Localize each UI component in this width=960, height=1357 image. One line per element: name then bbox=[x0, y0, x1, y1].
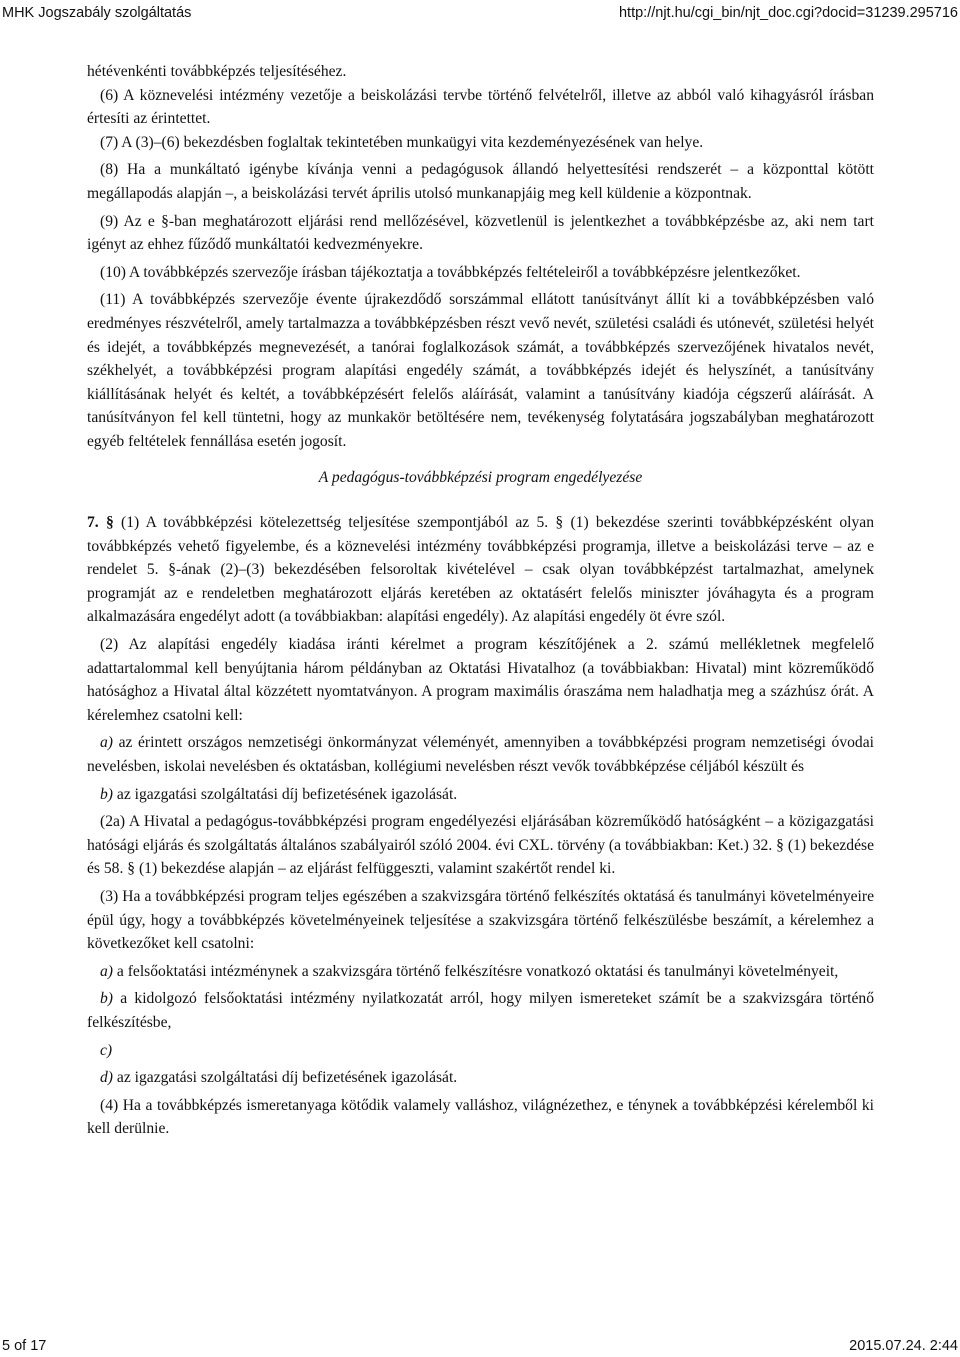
paragraph-8: (8) Ha a munkáltató igénybe kívánja venni a pedagógusok állandó helyettesítési rendszerét – a központtal kötött megállapodás alapján –, a beiskolázási tervét április utolsó munkanapjáig meg kell küldenie a központnak. bbox=[87, 161, 874, 202]
page-counter: 5 of 17 bbox=[2, 1338, 47, 1354]
list-item-text: az igazgatási szolgáltatási díj befizetésének igazolását. bbox=[113, 1069, 458, 1087]
list-item-text: az igazgatási szolgáltatási díj befizetésének igazolását. bbox=[113, 785, 458, 803]
print-datetime: 2015.07.24. 2:44 bbox=[849, 1338, 958, 1354]
list-item-text: a kidolgozó felsőoktatási intézmény nyilatkozatát arról, hogy milyen ismereteket számít be a szakvizsgára történő felkészítésbe, bbox=[87, 990, 874, 1031]
section-7-paragraph-2: (2) Az alapítási engedély kiadása iránti kérelmet a program készítőjének a 2. számú mellékletnek megfelelő adattartalommal kell benyújtania három példányban az Oktatási Hivatalhoz (a továbbiakban: Hivatal) mint közreműködő hatósághoz a Hivatal által közzétett nyomtatványon. A program maximális óraszáma nem haladhatja meg a százhúsz órát. A kérelemhez csatolni kell: bbox=[87, 636, 874, 724]
section-number: 7. § bbox=[87, 514, 114, 532]
section-7-1-text: (1) A továbbképzési kötelezettség teljesítése szempontjából az 5. § (1) bekezdése szerinti továbbképzésként olyan továbbképzés vehető figyelembe, és a köznevelési intézmény továbbképzési programja, illetve a beiskolázási terve – az e rendelet 5. §-ának (2)–(3) bekezdésében felsoroltak kivételével – csak olyan továbbképzést tartalmazhat, amelynek programját az e rendeletben meghatározott eljárás keretében az oktatásért felelős miniszter jóváhagyta és a program alkalmazására engedélyt adott (a továbbiakban: alapítási engedély). Az alapítási engedély öt évre szól. bbox=[87, 514, 875, 626]
list-item-2b bbox=[87, 783, 874, 807]
list-item-3a bbox=[87, 960, 874, 984]
list-item-3b bbox=[87, 987, 874, 1034]
list-letter: a) bbox=[100, 962, 113, 980]
site-title: MHK Jogszabály szolgáltatás bbox=[2, 5, 192, 21]
list-item-3d bbox=[87, 1066, 874, 1090]
list-letter: b) bbox=[100, 990, 113, 1008]
paragraph-10: (10) A továbbképzés szervezője írásban tájékoztatja a továbbképzés feltételeiről a továbbképzésre jelentkezőket. bbox=[100, 263, 801, 281]
section-7-paragraph-2a: (2a) A Hivatal a pedagógus-továbbképzési program engedélyezési eljárásában közreműködő hatóságként – a közigazgatási hatósági eljárás és szolgáltatás általános szabályairól szóló 2004. évi CXL. törvény (a továbbiakban: Ket.) 32. § (1) bekezdése és 58. § (1) bekezdése alapján – az eljárást felfüggeszti, valamint szakértőt rendel ki. bbox=[87, 813, 874, 878]
page-header bbox=[0, 0, 960, 26]
section-7-paragraph-1 bbox=[87, 511, 874, 629]
list-letter: a) bbox=[100, 734, 113, 752]
section-7-paragraph-4: (4) Ha a továbbképzés ismeretanyaga kötődik valamely valláshoz, világnézethez, e ténynek a továbbképzési kérelemből ki kell derülnie. bbox=[87, 1096, 874, 1138]
list-item-3c bbox=[87, 1039, 874, 1063]
paragraph-6: (6) A köznevelési intézmény vezetője a beiskolázási tervbe történő felvételről, illetve az abból való kihagyásról írásban értesíti az érintettet. bbox=[87, 86, 874, 128]
list-item-2a bbox=[87, 731, 874, 778]
section-heading: A pedagógus-továbbképzési program engedélyezése bbox=[318, 468, 643, 486]
list-letter: d) bbox=[100, 1069, 113, 1087]
list-item-text: a felsőoktatási intézménynek a szakvizsgára történő felkészítésre vonatkozó oktatási és tanulmányi követelményeit, bbox=[113, 962, 839, 980]
paragraph-continuation: hétévenkénti továbbképzés teljesítéséhez. bbox=[87, 63, 347, 80]
page-footer bbox=[0, 1336, 960, 1356]
document-body bbox=[87, 60, 874, 1141]
section-7-paragraph-3: (3) Ha a továbbképzési program teljes egészében a szakvizsgára történő felkészítés oktatásá és tanulmányi követelményeire épül úgy, hogy a továbbképzés követelményeinek teljesítése a szakvizsgára történő felkészülésbe beszámít, a kérelemhez a következőket kell csatolni: bbox=[87, 888, 874, 953]
list-item-text: az érintett országos nemzetiségi önkormányzat véleményét, amennyiben a továbbképzési program nemzetiségi óvodai nevelésben, iskolai nevelésben és oktatásban, kollégiumi nevelésben részt vevők továbbképzése céljából készült és bbox=[87, 734, 874, 776]
page-url: http://njt.hu/cgi_bin/njt_doc.cgi?docid=31239.295716 bbox=[618, 5, 958, 21]
list-letter: b) bbox=[100, 785, 113, 803]
list-letter: c) bbox=[100, 1041, 113, 1059]
paragraph-9: (9) Az e §-ban meghatározott eljárási rend mellőzésével, közvetlenül is jelentkezhet a továbbképzésbe az, aki nem tart igényt az ehhez fűződő munkáltatói kedvezményekre. bbox=[87, 212, 874, 254]
paragraph-7: (7) A (3)–(6) bekezdésben foglaltak tekintetében munkaügyi vita kezdeményezésének van helye. bbox=[100, 133, 704, 151]
paragraph-11: (11) A továbbképzés szervezője évente újrakezdődő sorszámmal ellátott tanúsítványt állít ki a továbbképzésben való eredményes részvételről, amely tartalmazza a továbbképzésben részt vevő nevét, születési családi és utónevét, születési helyét és idejét, a továbbképzés megnevezését, a tanórai foglalkozások számát, a továbbképzés szervezőjének hivatalos nevét, székhelyét, a továbbképzési program alapítási engedély számát, a továbbképzés idejét és helyszínét, a tanúsítvány kiállításának helyét és keltét, a továbbképzésért felelős aláírását, valamint a tanúsítvány kiadója cégszerű aláírását. A tanúsítványon fel kell tüntetni, hogy az munkakör betöltésére nem, tevékenység folytatására jogszabályban meghatározott egyéb feltételek fennállása esetén jogosít. bbox=[87, 291, 874, 450]
